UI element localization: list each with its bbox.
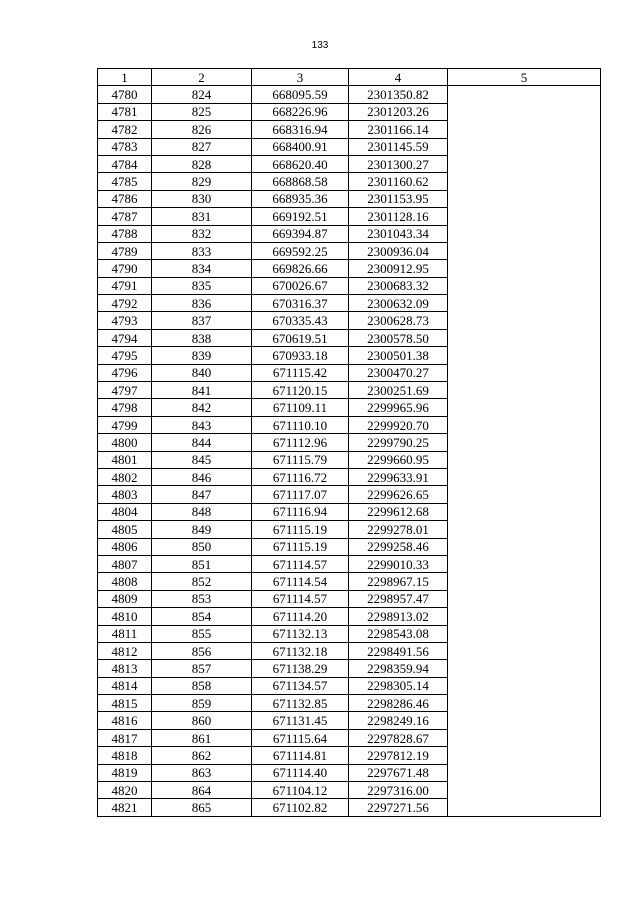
table-cell: 671114.57 [252, 555, 349, 572]
table-cell: 670619.51 [252, 329, 349, 346]
table-cell: 671104.12 [252, 782, 349, 799]
table-cell: 829 [152, 173, 252, 190]
table-cell: 2299965.96 [349, 399, 448, 416]
table-cell: 4821 [98, 799, 152, 816]
table-cell: 2300470.27 [349, 364, 448, 381]
table-cell: 4800 [98, 434, 152, 451]
table-cell: 850 [152, 538, 252, 555]
table-cell: 2300632.09 [349, 295, 448, 312]
table-cell: 671132.85 [252, 695, 349, 712]
table-cell: 670335.43 [252, 312, 349, 329]
table-cell: 671115.19 [252, 538, 349, 555]
table-cell: 671117.07 [252, 486, 349, 503]
table-cell: 671109.11 [252, 399, 349, 416]
table-cell: 844 [152, 434, 252, 451]
table-header [98, 69, 601, 86]
table-cell: 2299278.01 [349, 521, 448, 538]
table-cell: 841 [152, 382, 252, 399]
table-cell: 669192.51 [252, 208, 349, 225]
table-cell: 4783 [98, 138, 152, 155]
table-cell: 4815 [98, 695, 152, 712]
table-cell: 4811 [98, 625, 152, 642]
table-cell: 668400.91 [252, 138, 349, 155]
table-cell: 2299626.65 [349, 486, 448, 503]
table-cell: 671116.94 [252, 503, 349, 520]
table-cell: 2300683.32 [349, 277, 448, 294]
table-cell: 671120.15 [252, 382, 349, 399]
table-cell: 671114.20 [252, 608, 349, 625]
table-cell: 668095.59 [252, 86, 349, 103]
table-cell: 671112.96 [252, 434, 349, 451]
table-cell: 671131.45 [252, 712, 349, 729]
table-cell: 2297316.00 [349, 782, 448, 799]
table-cell: 846 [152, 468, 252, 485]
table-row [98, 86, 601, 103]
table-cell: 865 [152, 799, 252, 816]
table-cell: 4789 [98, 242, 152, 259]
table-cell: 4788 [98, 225, 152, 242]
header-col-3: 3 [252, 69, 349, 86]
table-cell: 4792 [98, 295, 152, 312]
table-cell: 2298957.47 [349, 590, 448, 607]
table-cell: 2299790.25 [349, 434, 448, 451]
table-cell: 669394.87 [252, 225, 349, 242]
table-cell: 671114.57 [252, 590, 349, 607]
table-cell: 4781 [98, 103, 152, 120]
table-cell: 4808 [98, 573, 152, 590]
table-cell: 4798 [98, 399, 152, 416]
table-cell: 836 [152, 295, 252, 312]
table-cell: 2298491.56 [349, 642, 448, 659]
table-cell: 830 [152, 190, 252, 207]
table-cell: 668316.94 [252, 121, 349, 138]
table-cell: 827 [152, 138, 252, 155]
table-cell: 2297271.56 [349, 799, 448, 816]
table-cell: 4796 [98, 364, 152, 381]
table-cell-col-5 [448, 86, 601, 816]
table-cell: 834 [152, 260, 252, 277]
table-cell: 4805 [98, 521, 152, 538]
table-cell: 833 [152, 242, 252, 259]
table-cell: 824 [152, 86, 252, 103]
table-cell: 828 [152, 155, 252, 172]
table-cell: 669592.25 [252, 242, 349, 259]
table-cell: 4791 [98, 277, 152, 294]
table-cell: 864 [152, 782, 252, 799]
table-cell: 2299010.33 [349, 555, 448, 572]
table-cell: 2301043.34 [349, 225, 448, 242]
table-cell: 2301128.16 [349, 208, 448, 225]
table-cell: 849 [152, 521, 252, 538]
table-cell: 2299612.68 [349, 503, 448, 520]
table-cell: 2299660.95 [349, 451, 448, 468]
table-cell: 863 [152, 764, 252, 781]
table-cell: 671102.82 [252, 799, 349, 816]
header-col-4: 4 [349, 69, 448, 86]
page-number: 133 [311, 40, 329, 51]
table-cell: 2301300.27 [349, 155, 448, 172]
table-cell: 2297828.67 [349, 729, 448, 746]
table-cell: 2298913.02 [349, 608, 448, 625]
table-cell: 4787 [98, 208, 152, 225]
table-cell: 2298967.15 [349, 573, 448, 590]
table-cell: 671115.19 [252, 521, 349, 538]
table-cell: 838 [152, 329, 252, 346]
table-cell: 839 [152, 347, 252, 364]
table-cell: 857 [152, 660, 252, 677]
table-cell: 671115.42 [252, 364, 349, 381]
table-cell: 4814 [98, 677, 152, 694]
coordinates-table [97, 68, 601, 817]
table-cell: 2301166.14 [349, 121, 448, 138]
table-cell: 848 [152, 503, 252, 520]
table-cell: 4818 [98, 747, 152, 764]
table-cell: 668868.58 [252, 173, 349, 190]
table-cell: 4809 [98, 590, 152, 607]
table-cell: 2299258.46 [349, 538, 448, 555]
table-cell: 4813 [98, 660, 152, 677]
table-cell: 4816 [98, 712, 152, 729]
table-cell: 4812 [98, 642, 152, 659]
table-cell: 2297812.19 [349, 747, 448, 764]
table-cell: 671115.79 [252, 451, 349, 468]
table-cell: 2298249.16 [349, 712, 448, 729]
table-cell: 671132.13 [252, 625, 349, 642]
header-row [98, 69, 601, 86]
table-cell: 668935.36 [252, 190, 349, 207]
table-cell: 2298286.46 [349, 695, 448, 712]
table-cell: 843 [152, 416, 252, 433]
header-col-5: 5 [448, 69, 601, 86]
table-cell: 671114.81 [252, 747, 349, 764]
table-cell: 860 [152, 712, 252, 729]
table-cell: 671116.72 [252, 468, 349, 485]
table-cell: 668620.40 [252, 155, 349, 172]
table-cell: 671114.40 [252, 764, 349, 781]
table-cell: 4786 [98, 190, 152, 207]
table-cell: 670316.37 [252, 295, 349, 312]
table-cell: 671132.18 [252, 642, 349, 659]
table-cell: 2298359.94 [349, 660, 448, 677]
table-cell: 2300912.95 [349, 260, 448, 277]
table-cell: 4820 [98, 782, 152, 799]
table-cell: 837 [152, 312, 252, 329]
table-cell: 668226.96 [252, 103, 349, 120]
table-cell: 671114.54 [252, 573, 349, 590]
table-cell: 847 [152, 486, 252, 503]
table-cell: 858 [152, 677, 252, 694]
table-cell: 4801 [98, 451, 152, 468]
table-cell: 856 [152, 642, 252, 659]
table-cell: 840 [152, 364, 252, 381]
table-cell: 2299633.91 [349, 468, 448, 485]
table-cell: 859 [152, 695, 252, 712]
table-cell: 2301153.95 [349, 190, 448, 207]
table-cell: 4790 [98, 260, 152, 277]
table-cell: 2301203.26 [349, 103, 448, 120]
table-cell: 2301145.59 [349, 138, 448, 155]
table-cell: 855 [152, 625, 252, 642]
table-cell: 2300251.69 [349, 382, 448, 399]
table-cell: 831 [152, 208, 252, 225]
table-cell: 2298305.14 [349, 677, 448, 694]
table-cell: 4819 [98, 764, 152, 781]
table-cell: 670933.18 [252, 347, 349, 364]
header-col-1: 1 [98, 69, 152, 86]
table-cell: 670026.67 [252, 277, 349, 294]
table-cell: 2300628.73 [349, 312, 448, 329]
table-cell: 851 [152, 555, 252, 572]
table-cell: 2300501.38 [349, 347, 448, 364]
table-cell: 2301160.62 [349, 173, 448, 190]
table-cell: 845 [152, 451, 252, 468]
table-cell: 2301350.82 [349, 86, 448, 103]
table-cell: 826 [152, 121, 252, 138]
table-cell: 4795 [98, 347, 152, 364]
table-cell: 669826.66 [252, 260, 349, 277]
table-cell: 4785 [98, 173, 152, 190]
table-cell: 4793 [98, 312, 152, 329]
table-cell: 671110.10 [252, 416, 349, 433]
table-cell: 4802 [98, 468, 152, 485]
table-cell: 4810 [98, 608, 152, 625]
table-cell: 854 [152, 608, 252, 625]
table-cell: 852 [152, 573, 252, 590]
table-cell: 835 [152, 277, 252, 294]
table-cell: 832 [152, 225, 252, 242]
table-cell: 4806 [98, 538, 152, 555]
table-cell: 861 [152, 729, 252, 746]
header-col-2: 2 [152, 69, 252, 86]
table-cell: 2300936.04 [349, 242, 448, 259]
table-cell: 4799 [98, 416, 152, 433]
table-cell: 4794 [98, 329, 152, 346]
table-cell: 853 [152, 590, 252, 607]
table-cell: 2298543.08 [349, 625, 448, 642]
table-cell: 4797 [98, 382, 152, 399]
table-cell: 4804 [98, 503, 152, 520]
table-cell: 4817 [98, 729, 152, 746]
table-cell: 4807 [98, 555, 152, 572]
table-cell: 825 [152, 103, 252, 120]
table-cell: 4780 [98, 86, 152, 103]
table-cell: 671134.57 [252, 677, 349, 694]
table-cell: 671115.64 [252, 729, 349, 746]
table-cell: 4782 [98, 121, 152, 138]
table-cell: 4784 [98, 155, 152, 172]
table-cell: 2300578.50 [349, 329, 448, 346]
table-cell: 862 [152, 747, 252, 764]
table-body [98, 86, 601, 816]
table-cell: 4803 [98, 486, 152, 503]
table-cell: 2299920.70 [349, 416, 448, 433]
table-cell: 842 [152, 399, 252, 416]
table-cell: 671138.29 [252, 660, 349, 677]
table-cell: 2297671.48 [349, 764, 448, 781]
